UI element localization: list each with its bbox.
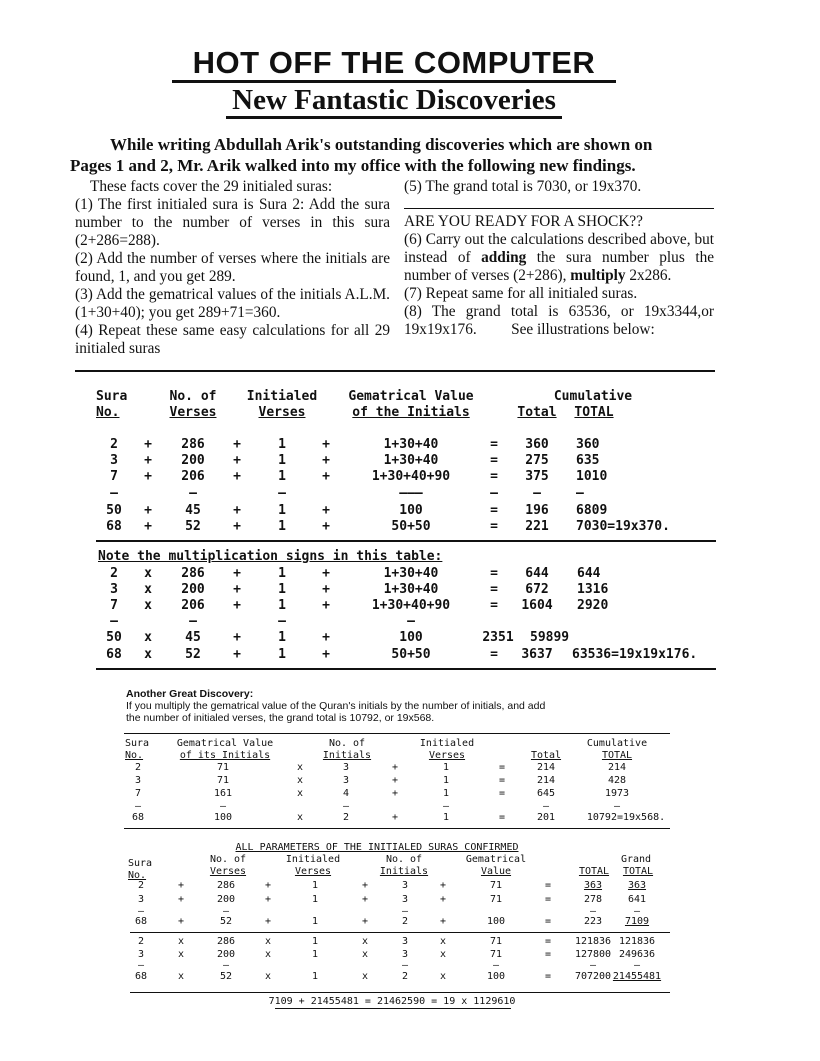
table-cell: 1	[278, 598, 286, 613]
table-cell: +	[391, 762, 399, 773]
fact-1: (1) The first initialed sura is Sura 2: Add the sura number to the number of verses in this sura (2+286=288).	[75, 196, 390, 249]
table-cell: –	[401, 960, 409, 971]
table-cell: x	[177, 971, 185, 982]
table-cell: x	[439, 949, 447, 960]
table-cell: 45	[185, 630, 201, 645]
table-cell: x	[264, 936, 272, 947]
init-header: Initialed	[419, 738, 475, 749]
table-cell: =	[490, 566, 498, 581]
table-cell: 63536=19x19x176.	[572, 647, 698, 662]
table-cell: 50+50	[391, 647, 431, 662]
table-cell: 200	[181, 453, 205, 468]
table-cell: =	[490, 437, 498, 452]
table-cell: 214	[536, 775, 556, 786]
table-cell: 52	[219, 971, 233, 982]
table-cell: 672	[525, 582, 549, 597]
table-cell: 71	[216, 775, 230, 786]
table-cell: 68	[134, 916, 148, 927]
sura-header: No.	[96, 405, 120, 420]
table-cell: 286	[216, 880, 236, 891]
table-cell: 1	[278, 566, 286, 581]
table-cell: 1973	[604, 788, 630, 799]
table-cell: 10792=19x568.	[586, 812, 666, 823]
table-cell: 68	[106, 647, 122, 662]
table-cell: x	[177, 936, 185, 947]
table-cell: 7	[110, 469, 118, 484]
table-cell: 1	[278, 437, 286, 452]
table-cell: 121836	[618, 936, 656, 947]
grand-header: Grand	[620, 854, 652, 865]
gem-header: Gematrical Value	[176, 738, 274, 749]
cum-header: Cumulative	[586, 738, 648, 749]
table-cell: –	[137, 960, 145, 971]
total-header: Total	[530, 750, 562, 761]
num-header: Initials	[322, 750, 372, 761]
sura-header: Sura	[125, 738, 150, 749]
table-cell: =	[490, 598, 498, 613]
total-header: TOTAL	[578, 866, 610, 877]
table-cell: 1+30+40	[383, 453, 439, 468]
table3-mid-rule	[130, 932, 670, 933]
table-cell: 100	[399, 503, 423, 518]
table-cell: +	[144, 469, 152, 484]
table-cell: 68	[106, 519, 122, 534]
table-cell: 1+30+40+90	[371, 598, 451, 613]
table-cell: 1+30+40	[383, 582, 439, 597]
table-cell: 200	[216, 894, 236, 905]
table-cell: –	[407, 614, 415, 629]
table3-bottom-rule	[130, 992, 670, 993]
sura-header: Sura	[128, 858, 153, 869]
table-cell: 375	[525, 469, 549, 484]
table-cell: +	[439, 894, 447, 905]
table-cell: 286	[181, 437, 205, 452]
table-cell: –	[189, 614, 197, 629]
table-cell: +	[264, 880, 272, 891]
table-cell: =	[544, 880, 552, 891]
table-cell: –	[576, 486, 584, 501]
table-cell: 100	[399, 630, 423, 645]
table-cell: +	[361, 894, 369, 905]
table-cell: –	[110, 486, 118, 501]
discovery-heading: Another Great Discovery:	[126, 688, 254, 700]
table-cell: –	[110, 614, 118, 629]
table-cell: 3	[137, 949, 145, 960]
table-cell: –	[492, 960, 500, 971]
table-cell: x	[144, 647, 152, 662]
table3-title: ALL PARAMETERS OF THE INITIALED SURAS CONFIRMED	[235, 842, 519, 853]
table-cell: 52	[185, 647, 201, 662]
table-cell: +	[144, 503, 152, 518]
table-cell: 360	[576, 437, 600, 452]
table-cell: 2	[137, 936, 145, 947]
table-cell: x	[177, 949, 185, 960]
grand-header: TOTAL	[622, 866, 654, 877]
table-cell: 161	[213, 788, 233, 799]
table-cell: =	[490, 469, 498, 484]
table-cell: –	[442, 801, 450, 812]
table-cell: +	[391, 775, 399, 786]
initialed-header: Initialed	[246, 389, 318, 404]
table-cell: +	[233, 519, 241, 534]
multiplication-note: Note the multiplication signs in this table:	[98, 549, 443, 564]
table-cell: =	[544, 971, 552, 982]
table-cell: +	[322, 582, 330, 597]
table-cell: =	[490, 582, 498, 597]
table-cell: 6809	[576, 503, 608, 518]
table-cell: –	[533, 486, 541, 501]
table-cell: 3	[342, 775, 350, 786]
table-cell: –	[342, 801, 350, 812]
table-cell: 3	[110, 582, 118, 597]
table-cell: 2920	[577, 598, 609, 613]
gematrical-header: of the Initials	[352, 405, 470, 420]
table-cell: 3	[110, 453, 118, 468]
table-cell: 50	[106, 630, 122, 645]
table-cell: =	[498, 775, 506, 786]
right-column	[404, 178, 714, 339]
table-cell: +	[391, 812, 399, 823]
table-cell: –	[401, 906, 409, 917]
table-cell: +	[264, 894, 272, 905]
gem-header: Gematrical	[465, 854, 527, 865]
table-cell: x	[361, 936, 369, 947]
verses-header: No. of	[209, 854, 247, 865]
table-cell: 1	[278, 453, 286, 468]
table-cell: 1	[278, 647, 286, 662]
table-cell: 1	[278, 630, 286, 645]
table-cell: 1	[442, 788, 450, 799]
table-cell: +	[233, 598, 241, 613]
table-cell: 1	[311, 949, 319, 960]
table-cell: +	[322, 453, 330, 468]
table-cell: 100	[213, 812, 233, 823]
table-cell: 2	[401, 971, 409, 982]
page-title: HOT OFF THE COMPUTER	[172, 46, 616, 83]
table-cell: +	[233, 582, 241, 597]
discovery-line-2: the number of initialed verses, the grand total is 10792, or 19x568.	[126, 712, 435, 724]
page-subtitle: New Fantastic Discoveries	[172, 84, 616, 116]
table-cell: 1+30+40	[383, 566, 439, 581]
table-cell: 1316	[577, 582, 609, 597]
table-cell: 1	[278, 519, 286, 534]
fact-3: (3) Add the gematrical values of the initials A.L.M. (1+30+40); you get 289+71=360.	[75, 286, 390, 321]
table-cell: –	[222, 960, 230, 971]
table-cell: =	[498, 812, 506, 823]
table-cell: x	[144, 598, 152, 613]
facts-intro: These facts cover the 29 initialed suras:	[90, 178, 333, 195]
table-cell: 278	[583, 894, 603, 905]
table-cell: –	[542, 801, 550, 812]
final-underline	[275, 1008, 511, 1009]
table-cell: x	[144, 566, 152, 581]
table-cell: –	[633, 960, 641, 971]
table-cell: –	[189, 486, 197, 501]
table-cell: x	[264, 971, 272, 982]
table-cell: 1	[278, 469, 286, 484]
sura-header: No.	[128, 870, 147, 881]
table-cell: 2351	[482, 630, 514, 645]
table-cell: 59899	[530, 630, 570, 645]
table-cell: 2	[110, 566, 118, 581]
table-cell: –	[219, 801, 227, 812]
table-cell: 286	[181, 566, 205, 581]
table-cell: 196	[525, 503, 549, 518]
table-cell: 3637	[521, 647, 553, 662]
table-cell: 7030=19x370.	[576, 519, 670, 534]
table-cell: +	[233, 469, 241, 484]
table-cell: 3	[401, 936, 409, 947]
table-cell: 645	[536, 788, 556, 799]
initialed-header: Verses	[258, 405, 306, 420]
table-cell: 45	[185, 503, 201, 518]
table-cell: 1010	[576, 469, 608, 484]
table-cell: x	[144, 630, 152, 645]
table-cell: –	[278, 486, 286, 501]
table-cell: =	[498, 762, 506, 773]
table-cell: +	[322, 519, 330, 534]
init-header: Verses	[428, 750, 466, 761]
table-cell: –	[633, 906, 641, 917]
final-equation: 7109 + 21455481 = 21462590 = 19 x 1129610	[268, 996, 516, 1007]
table-cell: 249636	[618, 949, 656, 960]
fact-5: (5) The grand total is 7030, or 19x370.	[404, 178, 642, 195]
table-cell: +	[233, 647, 241, 662]
table-cell: 1	[311, 880, 319, 891]
table-cell: +	[322, 469, 330, 484]
table-cell: +	[233, 566, 241, 581]
table-cell: 1	[442, 762, 450, 773]
total-header: Total	[517, 405, 557, 420]
table-cell: 221	[525, 519, 549, 534]
table-cell: +	[322, 598, 330, 613]
table-cell: x	[439, 936, 447, 947]
table-cell: +	[322, 437, 330, 452]
table-cell: 360	[525, 437, 549, 452]
table-cell: x	[296, 812, 304, 823]
table-cell: +	[144, 519, 152, 534]
table-cell: +	[361, 916, 369, 927]
table-cell: –	[613, 801, 621, 812]
init-header: Initialed	[285, 854, 341, 865]
verses-header: Verses	[209, 866, 247, 877]
table-cell: 127800	[574, 949, 612, 960]
num-header: No. of	[385, 854, 423, 865]
table-cell: x	[264, 949, 272, 960]
table-cell: 3	[134, 775, 142, 786]
table-cell: 214	[607, 762, 627, 773]
table-cell: 641	[627, 894, 647, 905]
table-cell: =	[544, 936, 552, 947]
intro-paragraph: While writing Abdullah Arik's outstanding discoveries which are shown on Pages 1 and 2, Mr. Arik walked into my office with the following new findings.	[70, 135, 653, 175]
table-cell: x	[361, 949, 369, 960]
sura-header: No.	[125, 750, 144, 761]
gematrical-header: Gematrical Value	[348, 389, 474, 404]
table-cell: 71	[489, 894, 503, 905]
table-cell: 223	[583, 916, 603, 927]
table-cell: 206	[181, 469, 205, 484]
table-cell: 3	[137, 894, 145, 905]
fact-4: (4) Repeat these same easy calculations for all 29 initialed suras	[75, 322, 390, 357]
table-cell: 200	[216, 949, 236, 960]
table-cell: 71	[216, 762, 230, 773]
cum-total-header: TOTAL	[574, 405, 614, 420]
table-cell: 52	[219, 916, 233, 927]
table-cell: 1+30+40	[383, 437, 439, 452]
table-cell: +	[439, 880, 447, 891]
verses-header: No. of	[169, 389, 217, 404]
table-cell: –––	[399, 486, 423, 501]
table-cell: x	[296, 788, 304, 799]
table-cell: 707200	[574, 971, 612, 982]
table-cell: 68	[134, 971, 148, 982]
table-cell: 1604	[521, 598, 553, 613]
table-cell: +	[233, 630, 241, 645]
fact-2: (2) Add the number of verses where the initials are found, 1, and you get 289.	[75, 250, 390, 285]
table-cell: +	[391, 788, 399, 799]
table-cell: +	[264, 916, 272, 927]
table-cell: 1	[442, 775, 450, 786]
table-cell: +	[177, 894, 185, 905]
discovery-line-1: If you multiply the gematrical value of the Quran's initials by the number of initials, and add	[126, 700, 546, 712]
gem-header: Value	[480, 866, 512, 877]
table-cell: 50+50	[391, 519, 431, 534]
gem-header: of its Initials	[179, 750, 271, 761]
table-cell: =	[544, 894, 552, 905]
table2-bottom-rule	[124, 828, 670, 829]
table-cell: +	[144, 453, 152, 468]
table-cell: x	[439, 971, 447, 982]
init-header: Verses	[294, 866, 332, 877]
table-cell: –	[589, 960, 597, 971]
verses-header: Verses	[169, 405, 217, 420]
table-cell: x	[361, 971, 369, 982]
table-cell: x	[296, 762, 304, 773]
table-cell: 635	[576, 453, 600, 468]
table-cell: 1	[311, 894, 319, 905]
table-cell: 3	[401, 949, 409, 960]
table-cell: 4	[342, 788, 350, 799]
table-cell: 2	[342, 812, 350, 823]
fact-6: (6) Carry out the calculations described above, but instead of adding the sura number plus the number of verses (2+286), multiply 2x286.	[404, 231, 715, 284]
table-cell: 2	[110, 437, 118, 452]
table-cell: +	[144, 437, 152, 452]
table-cell: 644	[577, 566, 601, 581]
table-cell: 363	[627, 880, 647, 891]
table-cell: 71	[489, 936, 503, 947]
cumulative-header: Cumulative	[553, 389, 633, 404]
table-cell: –	[490, 486, 498, 501]
table-cell: 52	[185, 519, 201, 534]
table-cell: =	[490, 647, 498, 662]
table-cell: 214	[536, 762, 556, 773]
table2-top-rule	[124, 733, 670, 734]
table-cell: 71	[489, 949, 503, 960]
table-cell: 7	[110, 598, 118, 613]
table-cell: 206	[181, 598, 205, 613]
table-cell: +	[322, 647, 330, 662]
table-cell: 1	[278, 503, 286, 518]
table-cell: +	[233, 437, 241, 452]
table1-bottom-rule	[96, 668, 716, 670]
sura-header: Sura	[96, 389, 128, 404]
table-cell: 7	[134, 788, 142, 799]
fact-7: (7) Repeat same for all initialed suras.	[404, 285, 638, 302]
table-cell: +	[439, 916, 447, 927]
table-cell: x	[296, 775, 304, 786]
table-cell: =	[544, 949, 552, 960]
shock-heading: ARE YOU READY FOR A SHOCK??	[404, 208, 714, 231]
table-cell: 363	[583, 880, 603, 891]
table-cell: 7109	[624, 916, 650, 927]
table-cell: 71	[489, 880, 503, 891]
table-cell: =	[490, 503, 498, 518]
table-cell: –	[137, 906, 145, 917]
table-cell: 1	[442, 812, 450, 823]
table-cell: 1	[311, 936, 319, 947]
table-cell: 100	[486, 916, 506, 927]
table-cell: =	[498, 788, 506, 799]
table-cell: 428	[607, 775, 627, 786]
cum-header: TOTAL	[601, 750, 633, 761]
table-cell: 3	[401, 880, 409, 891]
table-cell: =	[544, 916, 552, 927]
left-column	[75, 178, 390, 358]
num-header: No. of	[328, 738, 366, 749]
table-cell: –	[222, 906, 230, 917]
table-cell: 3	[401, 894, 409, 905]
table-cell: =	[490, 453, 498, 468]
table-cell: +	[322, 503, 330, 518]
table-cell: 200	[181, 582, 205, 597]
table-cell: 644	[525, 566, 549, 581]
table-cell: 121836	[574, 936, 612, 947]
table1-mid-rule	[96, 540, 716, 542]
table-cell: 50	[106, 503, 122, 518]
table-cell: –	[589, 906, 597, 917]
table-cell: 1	[278, 582, 286, 597]
fact-8: (8) The grand total is 63536, or 19x3344,or 19x19x176. See illustrations below:	[404, 303, 714, 338]
table-cell: 68	[131, 812, 145, 823]
table-cell: 1	[311, 971, 319, 982]
table-cell: +	[177, 880, 185, 891]
num-header: Initials	[379, 866, 429, 877]
table-cell: +	[322, 630, 330, 645]
table-cell: 201	[536, 812, 556, 823]
table-cell: +	[322, 566, 330, 581]
table1-top-rule	[75, 370, 715, 372]
table-cell: 275	[525, 453, 549, 468]
table-cell: –	[278, 614, 286, 629]
table-cell: +	[361, 880, 369, 891]
table-cell: 1+30+40+90	[371, 469, 451, 484]
table-cell: 1	[311, 916, 319, 927]
table-cell: +	[233, 503, 241, 518]
table-cell: x	[144, 582, 152, 597]
table-cell: 3	[342, 762, 350, 773]
table-cell: +	[177, 916, 185, 927]
table-cell: +	[233, 453, 241, 468]
table-cell: =	[490, 519, 498, 534]
table-cell: 2	[401, 916, 409, 927]
table-cell: 286	[216, 936, 236, 947]
table-cell: 2	[137, 880, 145, 891]
table-cell: 21455481	[612, 971, 662, 982]
table-cell: 2	[134, 762, 142, 773]
table-cell: 100	[486, 971, 506, 982]
table-cell: –	[134, 801, 142, 812]
